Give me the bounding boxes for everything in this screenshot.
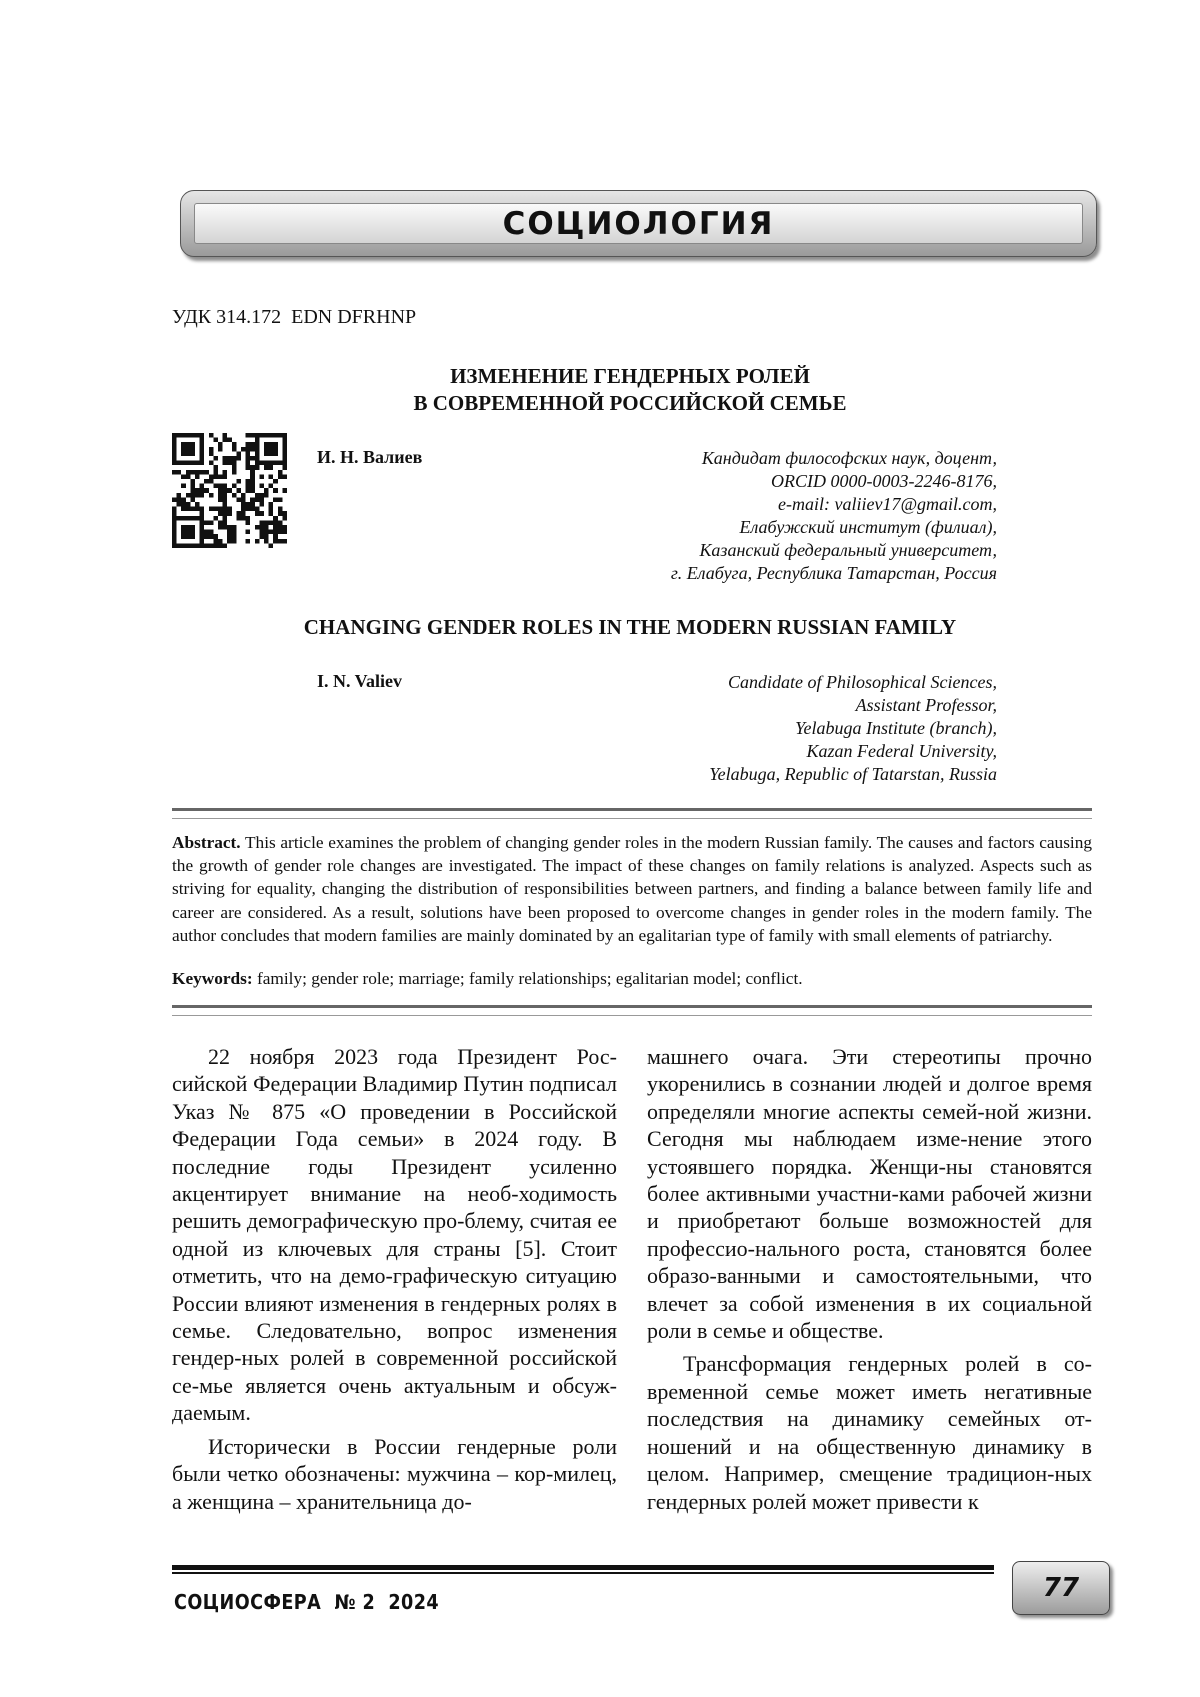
affiliation-line: Candidate of Philosophical Sciences, [728,672,997,692]
abstract-label: Abstract. [172,833,241,852]
affiliation-line: Yelabuga, Republic of Tatarstan, Russia [709,764,997,784]
page-number: 77 [1042,1573,1080,1603]
affiliation-orcid: ORCID 0000-0003-2246-8176, [771,471,997,491]
affiliation-line: Kazan Federal University, [806,741,997,761]
author-name-ru: И. Н. Валиев [317,447,423,467]
abstract-bottom-rule [172,1005,1092,1016]
body-paragraph: Трансформация гендерных ролей в со-временной семье может иметь негативные последствия на динамику семейных от-ношений и на общественную динамику в целом. Например, смещение традицион-ных гендерных ролей может привести к [647,1351,1092,1514]
footer-rule-thin [172,1572,994,1574]
article-title-ru-line1: ИЗМЕНЕНИЕ ГЕНДЕРНЫХ РОЛЕЙ [450,364,810,388]
footer-rule [172,1565,994,1570]
page-number-badge [1012,1561,1110,1615]
article-title-en: CHANGING GENDER ROLES IN THE MODERN RUSSIAN FAMILY [303,615,957,639]
body-column-right [647,1043,1092,1515]
affiliation-email: e-mail: valiiev17@gmail.com, [778,494,997,514]
udc-edn-code: УДК 314.172 EDN DFRHNP [172,306,417,328]
body-paragraph: Исторически в России гендерные роли были четко обозначены: мужчина – кор-милец, а женщина – хранительница до- [172,1433,617,1514]
section-banner-inner [194,203,1083,244]
author-affiliation-ru [671,447,997,585]
author-affiliation-en [709,671,997,786]
keywords-text: family; gender role; marriage; family relationships; egalitarian model; conflict. [256,969,803,988]
affiliation-line: Казанский федеральный университет, [699,540,997,560]
body-column-left [172,1043,617,1515]
body-paragraph: машнего очага. Эти стереотипы прочно укоренились в сознании людей и долгое время определяли многие аспекты семей-ной жизни. Сегодня мы наблюдаем изме-нение этого устоявшего порядка. Женщи-ны становятся более активными участни-ками рабочей жизни и приобретают больше возможностей для профессио-нального роста, становятся более образо-ванными и самостоятельными, что влечет за собой изменения в их социальной роли в семье и обществе. [647,1044,1092,1344]
qr-code [172,433,287,548]
affiliation-line: г. Елабуга, Республика Татарстан, Россия [670,563,997,583]
keywords-label: Keywords: [172,969,253,988]
article-title-ru-line2: В СОВРЕМЕННОЙ РОССИЙСКОЙ СЕМЬЕ [413,391,847,415]
affiliation-line: Yelabuga Institute (branch), [795,718,997,738]
affiliation-line: Елабужский институт (филиал), [739,517,997,537]
abstract-text: This article examines the problem of changing gender roles in the modern Russian family. The causes and factors causing the growth of gender role changes are investigated. The impact of these changes on family relations is analyzed. Aspects such as striving for equality, changing the distribution of responsibilities between partners, and finding a balance between family life and career are considered. As a result, solutions have been proposed to overcome changes in gender roles in the modern family. The author concludes that modern families are mainly dominated by an egalitarian type of family with small elements of patriarchy. [172,833,1092,945]
abstract-top-rule [172,808,1092,819]
section-title: СОЦИОЛОГИЯ [502,205,775,242]
author-name-en: I. N. Valiev [317,671,403,691]
affiliation-line: Кандидат философских наук, доцент, [701,448,997,468]
keywords [172,969,1092,989]
body-paragraph: 22 ноября 2023 года Президент Рос-сийской Федерации Владимир Путин подписал Указ № 875 «О проведении в Российской Федерации Года семьи» в 2024 году. В последние годы Президент усиленно акцентирует внимание на необ-ходимость решить демографическую про-блему, считая ее одной из ключевых для страны [5]. Стоит отметить, что на демо-графическую ситуацию России влияют изменения в гендерных ролях в семье. Следовательно, вопрос изменения гендер-ных ролей в современной российской се-мье является очень актуальным и обсуж-даемым. [172,1044,617,1426]
section-banner [180,190,1097,257]
abstract [172,831,1092,947]
journal-name: СОЦИОСФЕРА № 2 2024 [174,1590,440,1614]
affiliation-line: Assistant Professor, [855,695,997,715]
